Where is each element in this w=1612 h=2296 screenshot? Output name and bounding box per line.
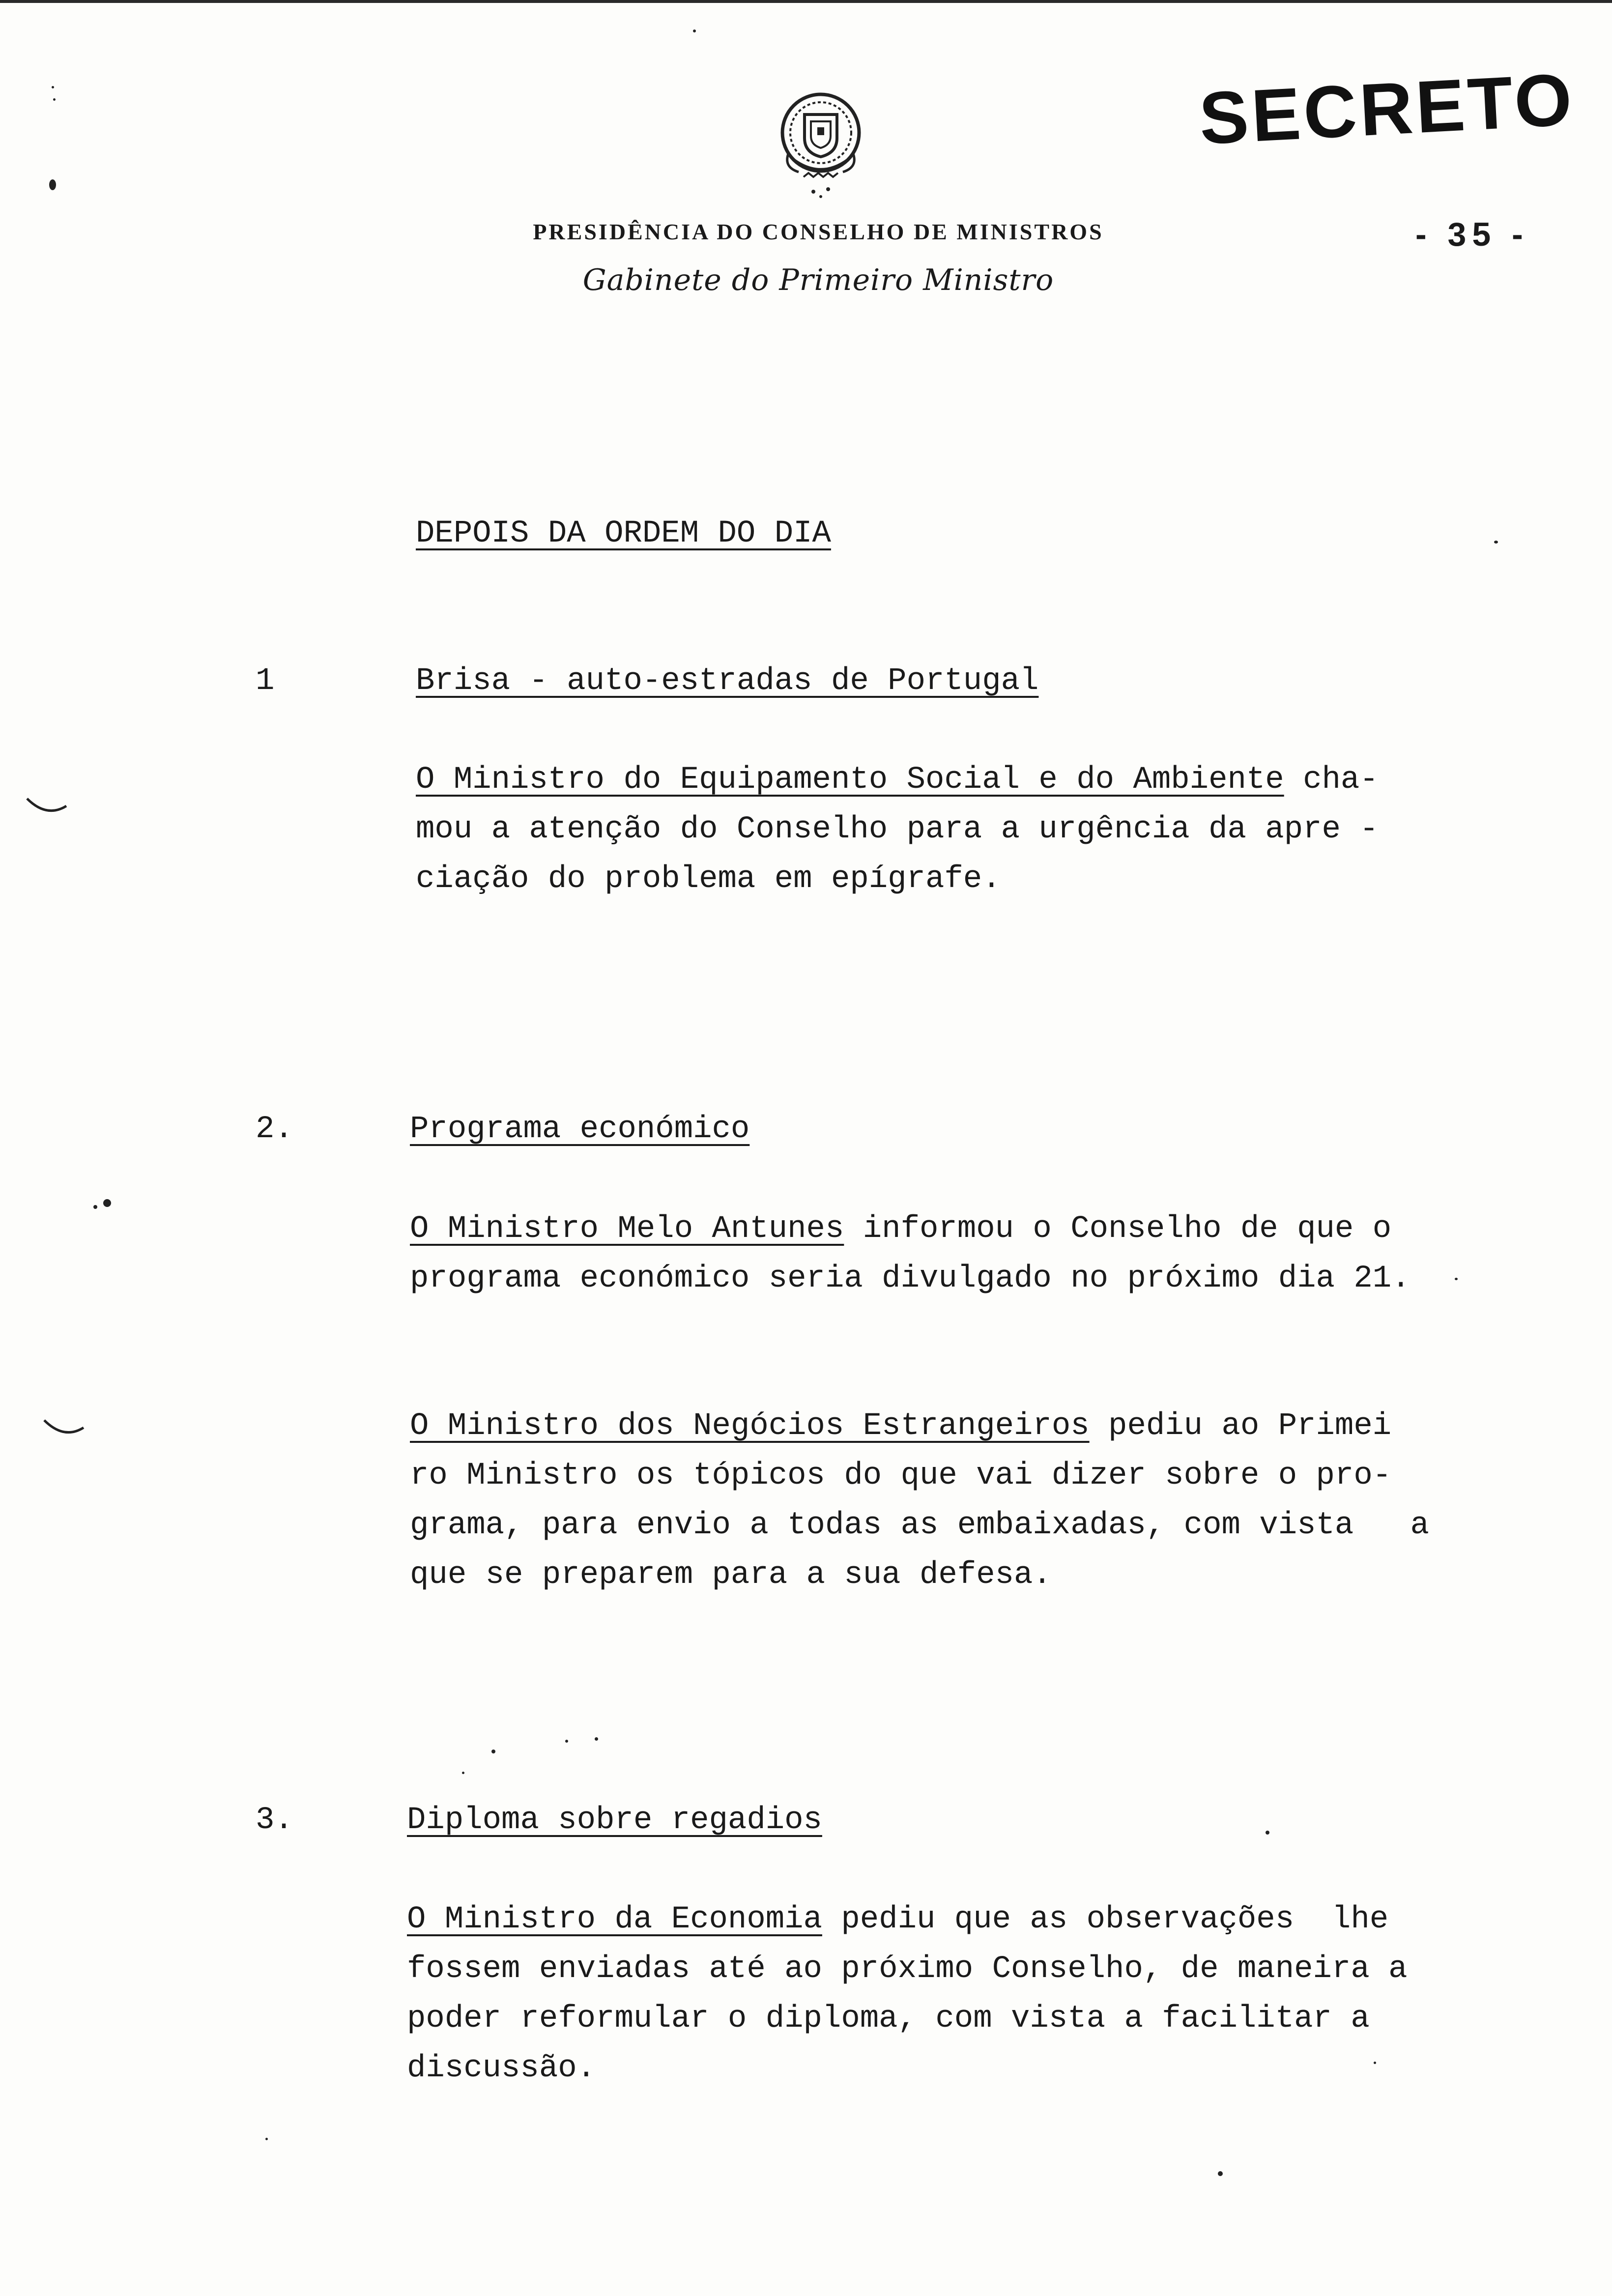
paragraph-line: grama, para envio a todas as embaixadas, com vista a	[410, 1508, 1429, 1543]
paragraph-line: ro Ministro os tópicos do que vai dizer sobre o pro-	[410, 1458, 1392, 1493]
paragraph-text: pediu ao Primei	[1089, 1408, 1392, 1444]
scan-speck	[1218, 2171, 1223, 2176]
item-paragraph	[410, 1402, 1429, 1600]
paragraph-line: discussão.	[407, 2051, 596, 2086]
margin-curve-mark	[42, 1418, 86, 1437]
paragraph-line: poder reformular o diploma, com vista a facilitar a	[407, 2001, 1370, 2037]
item-paragraph	[416, 755, 1379, 904]
scan-speck	[1266, 1831, 1269, 1835]
classification-stamp: SECRETO	[1197, 57, 1577, 160]
paragraph-line: fossem enviadas até ao próximo Conselho, de maneira a	[407, 1952, 1408, 1987]
speaker-name: O Ministro do Equipamento Social e do Ambiente	[416, 762, 1284, 798]
speaker-name: O Ministro da Economia	[407, 1902, 822, 1937]
paragraph-text: pediu que as observações lhe	[822, 1902, 1389, 1937]
scan-speck	[1455, 1278, 1458, 1280]
paragraph-line	[416, 755, 1379, 805]
item-number: 1	[256, 663, 275, 699]
scan-speck	[52, 86, 54, 88]
section-heading: DEPOIS DA ORDEM DO DIA	[416, 516, 831, 551]
scan-speck	[49, 179, 56, 190]
paragraph-line	[407, 1895, 1408, 1945]
paragraph-line: ciação do problema em epígrafe.	[416, 861, 1001, 897]
item-number: 3.	[256, 1803, 293, 1838]
item-paragraph	[407, 1895, 1408, 2094]
speaker-name: O Ministro Melo Antunes	[410, 1211, 844, 1247]
paragraph-line: que se preparem para a sua defesa.	[410, 1557, 1052, 1593]
paragraph-text: cha-	[1284, 762, 1379, 798]
scan-speck	[491, 1750, 495, 1753]
margin-curve-mark	[25, 796, 69, 816]
scan-speck	[693, 29, 696, 32]
paragraph-line: mou a atenção do Conselho para a urgência da apre -	[416, 812, 1379, 847]
scan-speck	[53, 98, 56, 101]
scan-speck	[93, 1205, 97, 1209]
item-number: 2.	[256, 1112, 293, 1147]
scan-top-edge	[0, 0, 1612, 3]
scan-speck	[1494, 541, 1498, 544]
item-title: Programa económico	[410, 1112, 750, 1147]
scan-speck	[462, 1772, 464, 1774]
scan-speck	[1374, 2062, 1376, 2064]
paragraph-line	[410, 1205, 1410, 1254]
scan-speck	[103, 1199, 111, 1207]
paragraph-text: informou o Conselho de que o	[844, 1211, 1392, 1247]
speaker-name: O Ministro dos Negócios Estrangeiros	[410, 1408, 1090, 1444]
coat-of-arms-icon	[764, 86, 877, 204]
item-title: Diploma sobre regadios	[407, 1803, 822, 1838]
scan-speck	[595, 1737, 598, 1741]
page-number: - 35 -	[1415, 216, 1529, 253]
scan-speck	[565, 1740, 568, 1743]
cabinet-subtitle: Gabinete do Primeiro Ministro	[582, 263, 1054, 297]
scan-speck	[265, 2138, 268, 2140]
office-title: PRESIDÊNCIA DO CONSELHO DE MINISTROS	[533, 219, 1104, 244]
item-title: Brisa - auto-estradas de Portugal	[416, 663, 1039, 699]
paragraph-line	[410, 1402, 1429, 1451]
item-paragraph	[410, 1205, 1410, 1304]
paragraph-line: programa económico seria divulgado no próximo dia 21.	[410, 1261, 1410, 1296]
